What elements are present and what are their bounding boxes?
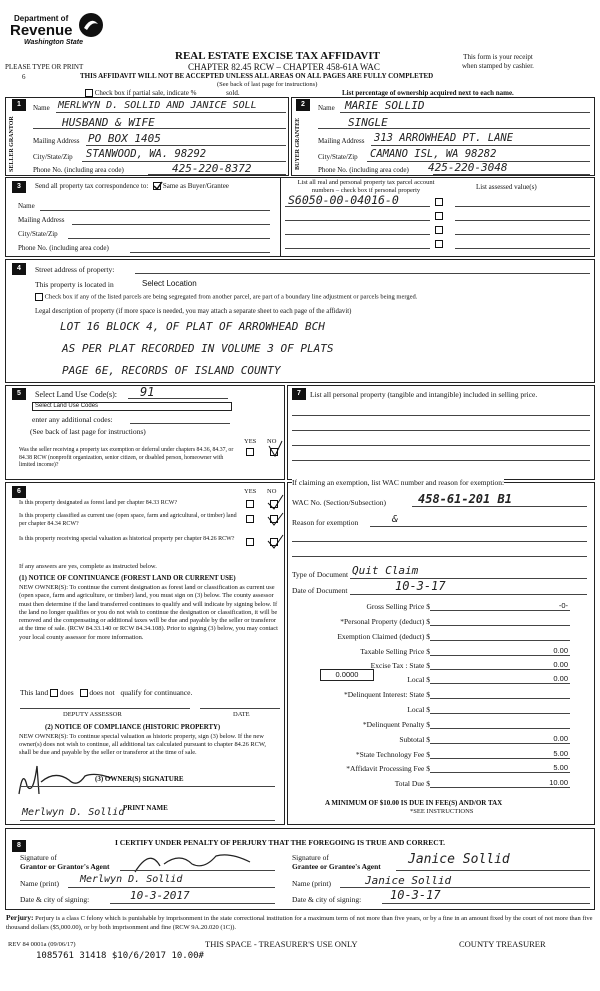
exemption-claim-label: If claiming an exemption, list WAC number and reason for exemption: [292,478,505,487]
if-yes-note: If any answers are yes, complete as instructed below. [19,563,157,570]
compliance-body: NEW OWNER(S): To continue special valuation as historic property, sign (3) below. If the new owner(s) does not wish to continue, all additional tax calculated pursuant to chapter 84.26 RCW, shall be due and payable by the seller or transferor at the time of sale. [19,733,266,756]
section-3-badge: 3 [12,181,26,193]
form-revision: REV 84 0001a (09/06/17) [8,941,76,948]
corr-phone-label: Phone No. (including area code) [18,244,109,252]
calc-row-label: *Delinquent Penalty $ [362,720,430,729]
parcel-2-checkbox[interactable] [435,212,443,220]
historic-no-mark-icon [266,533,284,551]
parcel-4-checkbox[interactable] [435,240,443,248]
forest-land-question: Is this property designated as forest land per chapter 84.33 RCW? [19,500,178,506]
wac-label: WAC No. (Section/Subsection) [292,498,386,507]
minimum-due-note: A MINIMUM OF $10.00 IS DUE IN FEE(S) AND/OR TAX [325,799,503,807]
buyer-name-value[interactable]: MARIE SOLLID [345,99,425,112]
ownership-note: List percentage of ownership acquired next to each name. [342,89,514,97]
does-checkbox[interactable] [50,689,58,697]
continuance-row: This land does does not qualify for continuance. [20,688,193,697]
grantee-date-label: Date & city of signing: [292,895,362,904]
calc-row-label: *State Technology Fee $ [355,750,430,759]
seller-phone-label: Phone No. (including area code) [33,166,124,174]
certify-statement: I CERTIFY UNDER PENALTY OF PERJURY THAT THE FOREGOING IS TRUE AND CORRECT. [115,838,446,847]
seller-name-value[interactable]: MERLWYN D. SOLLID AND JANICE SOLL [58,100,257,111]
street-address-label: Street address of property: [35,265,115,274]
reason-label: Reason for exemption [292,518,359,527]
partial-sale-row: Check box if partial sale, indicate % sold. [85,89,240,97]
seller-mail-value[interactable]: PO BOX 1405 [88,132,161,145]
grantee-printed-name[interactable]: Janice Sollid [365,874,452,887]
owner-signature-label: (3) OWNER(S) SIGNATURE [95,775,184,783]
reason-value[interactable]: & [392,514,399,525]
grantee-sig-label: Signature of Grantee or Grantee's Agent [292,853,381,871]
calc-row-label: Gross Selling Price $ [366,602,430,611]
calc-row-value[interactable]: 5.00 [553,749,568,758]
treasurer-space: THIS SPACE - TREASURER'S USE ONLY [205,939,358,949]
buyer-mail-value[interactable]: 313 ARROWHEAD PT. LANE [374,132,514,144]
additional-codes-label: enter any additional codes: [32,415,113,424]
current-use-yes-checkbox[interactable] [246,515,254,523]
segregated-checkbox[interactable] [35,293,43,301]
current-use-no-mark-icon [266,510,284,528]
buyer-city-label: City/State/Zip [318,153,358,161]
section-1-badge: 1 [12,99,26,111]
parcel-header: List all real and personal property tax parcel account numbers – check box if personal property [297,179,435,194]
assessor-date-label: DATE [233,711,250,718]
legal-line-3[interactable]: PAGE 6E, RECORDS OF ISLAND COUNTY [62,364,281,377]
doc-type-value[interactable]: Quit Claim [352,564,419,577]
buyer-mail-label: Mailing Address [318,137,365,145]
historic-yes-checkbox[interactable] [246,538,254,546]
cashier-stamp: 1085761 31418 $10/6/2017 10.00# [36,951,204,961]
grantor-name-label: Name (print) [20,879,59,888]
calc-row-label: Taxable Selling Price $ [360,647,430,656]
calc-row-value[interactable]: 0.00 [553,646,568,655]
forest-yes-checkbox[interactable] [246,500,254,508]
seller-name2-value[interactable]: HUSBAND & WIFE [62,116,155,129]
exemption-yes-checkbox[interactable] [246,448,254,456]
perjury-notice: Perjury: Perjury is a class C felony which is punishable by imprisonment in the state correctional institution for a maximum term of not more than five years, or by a fine in an amount fixed by the court of not more than five thousand dollars ($5,000.00), or by both imprisonment and fine (RCW 9A.20.020 (1C)). [6,913,593,931]
logo-text-dept: Department of [14,14,69,23]
buyer-name-label: Name [318,104,335,112]
seller-city-value[interactable]: STANWOOD, WA. 98292 [86,148,207,160]
county-treasurer: COUNTY TREASURER [459,939,546,949]
buyer-side-label: BUYER GRANTEE [295,117,301,171]
parcel-1-checkbox[interactable] [435,198,443,206]
historic-question: Is this property receiving special valuation as historical property per chapter 84.26 RCW? [19,536,235,542]
corr-city-label: City/State/Zip [18,230,58,238]
calc-row-value[interactable]: 10.00 [549,778,568,787]
compliance-title: (2) NOTICE OF COMPLIANCE (HISTORIC PROPERTY) [45,724,221,731]
logo-text-revenue: Revenue [10,22,73,39]
calc-row-label: *Affidavit Processing Fee $ [346,764,430,773]
doc-date-value[interactable]: 10-3-17 [395,579,446,593]
send-correspondence: Send all property tax correspondence to: Same as Buyer/Grantee [35,182,229,190]
grantee-date-value[interactable]: 10-3-17 [390,888,441,902]
exemption-question: Was the seller receiving a property tax exemption or deferral under chapters 84.36, 84.37, or 84.38 RCW (nonprofit organization, senior citizen, or disabled person, homeowner with limited income)? [19,447,234,468]
form-warning: THIS AFFIDAVIT WILL NOT BE ACCEPTED UNLESS ALL AREAS ON ALL PAGES ARE FULLY COMPLETED [80,72,434,80]
doc-date-label: Date of Document [292,586,348,595]
print-name-label: PRINT NAME [123,804,168,812]
corr-name-label: Name [18,202,35,210]
section-7-badge: 7 [292,388,306,400]
calc-row-label: Exemption Claimed (deduct) $ [337,632,430,641]
section6-no: NO [267,488,277,495]
section5-no: NO [267,438,277,445]
located-in-label: This property is located in [35,280,114,289]
section-5-badge: 5 [12,388,26,400]
section-2-badge: 2 [296,99,310,111]
form-see-back: (See back of last page for instructions) [217,81,318,88]
exemption-no-mark-icon [266,440,284,458]
calc-section [287,482,595,825]
continuance-title: (1) NOTICE OF CONTINUANCE (FOREST LAND OR CURRENT USE) [19,575,236,582]
current-use-question: Is this property classified as current use (open space, farm and agricultural, or timber) land per chapter 84.34 RCW? [19,513,237,527]
segregated-row: Check box if any of the listed parcels are being segregated from another parcel, are part of a boundary line adjustment or parcels being merged. [35,293,417,301]
section5-see-back: (See back of last page for instructions) [30,427,146,436]
grantor-date-label: Date & city of signing: [20,895,90,904]
calc-row-label: Local $ [407,705,430,714]
see-instructions: *SEE INSTRUCTIONS [410,808,474,815]
calc-row-value[interactable]: 5.00 [553,763,568,772]
calc-row-value[interactable]: 0.00 [553,660,568,669]
calc-row-label: Local $ [407,675,430,684]
calc-row-label: Total Due $ [394,779,430,788]
buyer-phone-label: Phone No. (including area code) [318,166,409,174]
logo-text-state: Washington State [24,39,83,46]
buyer-city-value[interactable]: CAMANO ISL, WA 98282 [370,148,497,160]
calc-row-value[interactable]: 0.00 [553,734,568,743]
seller-phone-value[interactable]: 425-220-8372 [172,162,252,175]
land-use-label: Select Land Use Code(s): [35,390,117,399]
assessed-header: List assessed value(s) [476,183,537,191]
land-use-select[interactable]: Select Land Use Codes [32,402,232,411]
calc-row-label: *Delinquent Interest: State $ [343,690,430,699]
section-8-badge: 8 [12,840,26,852]
form-number: 6 [22,73,26,81]
corr-mail-label: Mailing Address [18,216,65,224]
calc-row-value[interactable]: 0.00 [553,674,568,683]
dor-logo [10,12,105,50]
doc-type-label: Type of Document [292,570,349,579]
legal-line-2[interactable]: AS PER PLAT RECORDED IN VOLUME 3 OF PLATS [62,342,334,355]
calc-row-label: Subtotal $ [399,735,430,744]
calc-row-label: Excise Tax : State $ [370,661,430,670]
seller-name-label: Name [33,104,50,112]
local-rate-box[interactable]: 0.0000 [320,669,374,681]
personal-property-text: List all personal property (tangible and intangible) included in selling price. [310,390,538,399]
form-title: REAL ESTATE EXCISE TAX AFFIDAVIT [175,50,380,62]
land-use-code-value[interactable]: 91 [140,385,155,399]
location-select[interactable]: Select Location [142,279,197,288]
section-4-badge: 4 [12,263,26,275]
grantee-signature[interactable]: Janice Sollid [408,852,510,867]
parcel-number-value[interactable]: S6050-00-04016-0 [288,193,399,207]
parcel-3-checkbox[interactable] [435,226,443,234]
grantor-printed-name[interactable]: Merlwyn D. Sollid [80,874,183,885]
section6-yes: YES [244,488,257,495]
grantor-date-value[interactable]: 10-3-2017 [130,889,190,902]
please-print: PLEASE TYPE OR PRINT [5,63,84,71]
section-6-badge: 6 [12,486,26,498]
legal-description-label: Legal description of property (if more space is needed, you may attach a separate sheet to each page of the affidavit) [35,308,352,315]
grantee-name-label: Name (print) [292,879,331,888]
seller-city-label: City/State/Zip [33,153,73,161]
seller-mail-label: Mailing Address [33,137,80,145]
does-not-checkbox[interactable] [80,689,88,697]
calc-row-value[interactable]: -0- [558,601,568,610]
legal-line-1[interactable]: LOT 16 BLOCK 4, OF PLAT OF ARROWHEAD BCH [60,320,325,333]
owner-printed-name[interactable]: Merlwyn D. Sollid [22,807,125,818]
buyer-phone-value[interactable]: 425-220-3048 [428,161,508,174]
deputy-assessor-label: DEPUTY ASSESSOR [63,711,122,718]
buyer-name2-value[interactable]: SINGLE [348,116,388,129]
calc-row-label: *Personal Property (deduct) $ [340,617,430,626]
logo-swoosh-icon [78,12,104,38]
seller-side-label: SELLER GRANTOR [9,116,15,172]
grantor-sig-label: Signature of Grantor or Grantor's Agent [20,853,110,871]
wac-value[interactable]: 458-61-201 B1 [418,492,512,506]
form-chapter: CHAPTER 82.45 RCW – CHAPTER 458-61A WAC [188,62,380,72]
same-as-buyer-checkbox[interactable] [153,182,161,190]
continuance-body: NEW OWNER(S): To continue the current designation as forest land or classification as current use (open space, farm and agriculture, or timber) land, you must sign on (3) below. The county assessor must then determine if the land transferred continues to qualify and will indicate by signing below. If the land no longer qualifies or you do not wish to continue the designation or classification, it will be removed and the compensating or additional taxes will be due and payable by the seller or transferor at the time of sale. (RCW 84.33.140 or RCW 84.34.108). Prior to signing (3) below, you may contact your local county assessor for more information. [19,584,278,641]
receipt-note: This form is your receipt when stamped by cashier. [462,53,534,70]
section5-yes: YES [244,438,257,445]
